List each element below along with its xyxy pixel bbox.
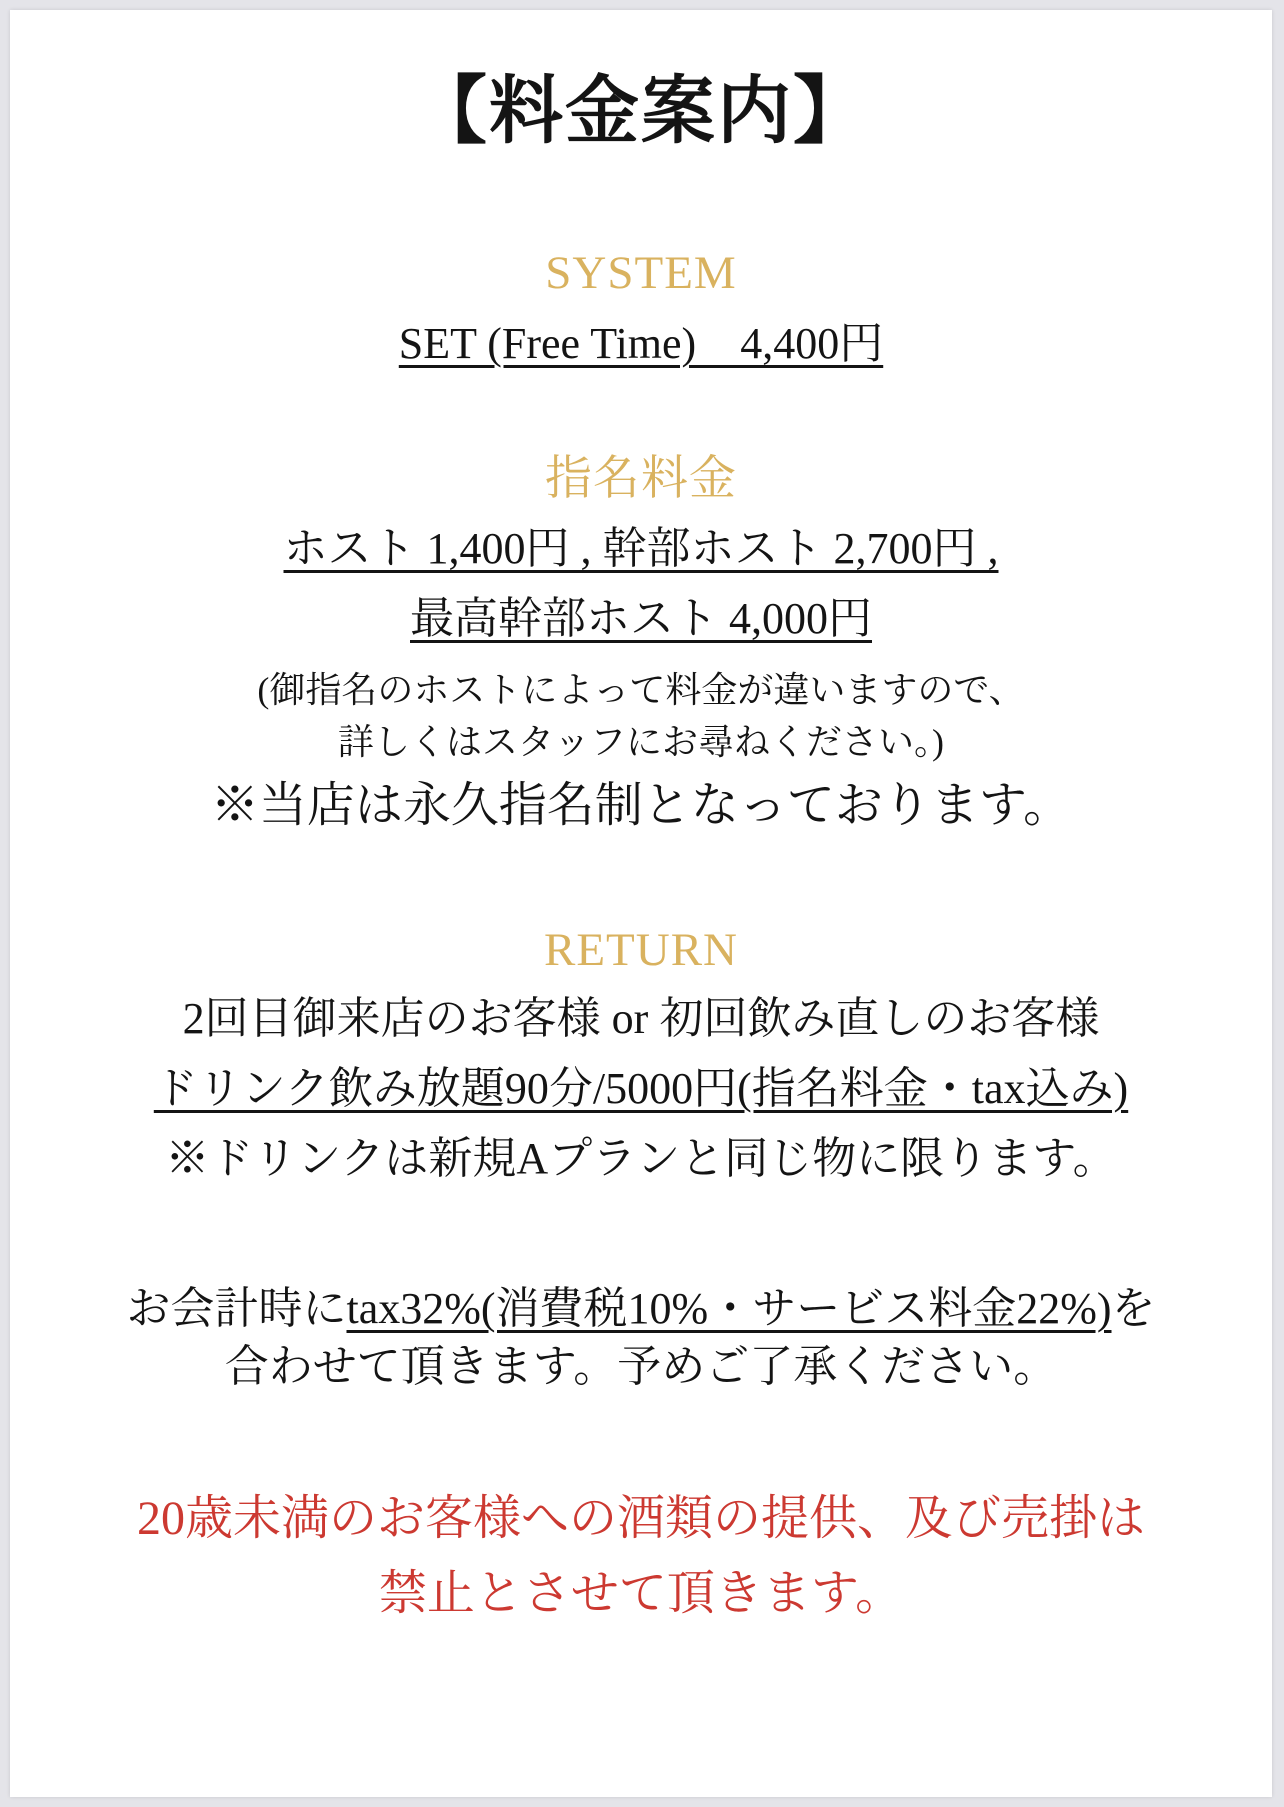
return-line-3: ※ドリンクは新規Aプランと同じ物に限ります。 [165, 1134, 1117, 1184]
nomination-price-line-1 [10, 520, 1272, 578]
nomination-price-text-2: 最高幹部ホスト 4,000円 [410, 593, 872, 643]
system-section [10, 245, 1272, 373]
set-price-line [10, 315, 1272, 373]
return-price-text: ドリンク飲み放題90分/5000円(指名料金・tax込み) [153, 1064, 1129, 1114]
tax-line-2: 合わせて頂きます。予めご了承ください。 [224, 1342, 1058, 1392]
warning-line-1: 20歳未満のお客様への酒類の提供、及び売掛は [136, 1492, 1145, 1546]
nomination-policy-line: ※当店は永久指名制となっております。 [210, 779, 1072, 833]
nomination-note-line-1: (御指名のホストによって料金が違いますので、 [257, 669, 1025, 710]
warning-line-2: 禁止とさせて頂きます。 [378, 1566, 904, 1620]
page-title: 【料金案内】 [413, 71, 869, 153]
return-line-1: 2回目御来店のお客様 or 初回飲み直しのお客様 [182, 993, 1100, 1043]
set-price-text: SET (Free Time) 4,400円 [398, 319, 884, 369]
nomination-price-text-1: ホスト 1,400円 , 幹部ホスト 2,700円 , [283, 523, 999, 573]
nomination-fee-section [10, 451, 1272, 837]
tax-line-1 [10, 1280, 1272, 1338]
return-section [10, 922, 1272, 1189]
tax-suffix: を [1111, 1284, 1156, 1334]
tax-underlined-text: tax32%(消費税10%・サービス料金22%) [346, 1284, 1112, 1334]
tax-prefix: お会計時に [126, 1284, 347, 1334]
return-heading: RETURN [544, 923, 738, 976]
tax-section [10, 1280, 1272, 1396]
nomination-note-line-2: 詳しくはスタッフにお尋ねください。) [338, 722, 944, 762]
nomination-heading: 指名料金 [545, 453, 737, 506]
underage-warning-section [10, 1482, 1272, 1631]
price-guide-page [10, 10, 1272, 1797]
system-heading: SYSTEM [545, 246, 737, 299]
nomination-note [10, 664, 1272, 768]
nomination-price-line-2 [10, 590, 1272, 648]
return-line-2 [10, 1060, 1272, 1118]
